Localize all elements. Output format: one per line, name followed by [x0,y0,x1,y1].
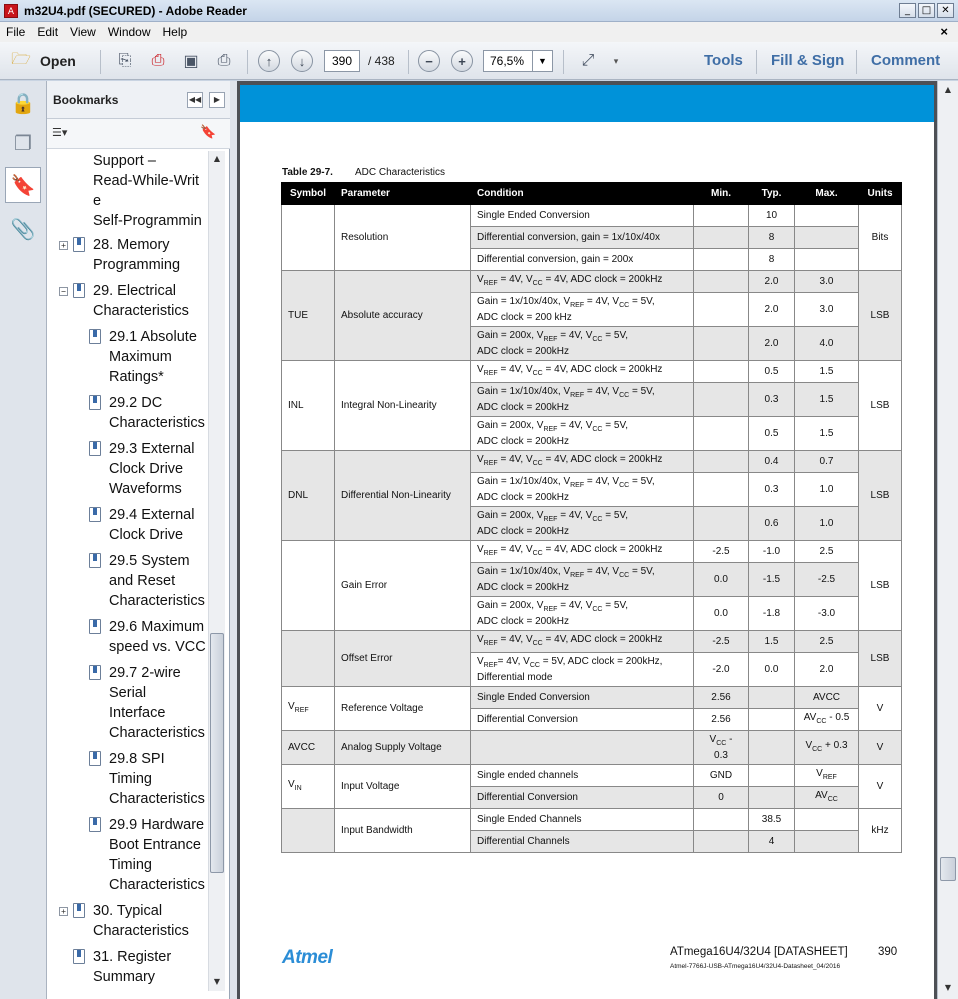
panel-splitter[interactable] [230,81,237,999]
bookmark-icon [89,619,101,634]
bookmark-label: 30. Typical [93,903,163,919]
pdf-icon: A [4,4,18,18]
next-page-button[interactable] [291,48,313,74]
bookmark-label: Summary [93,969,156,985]
table-row: Gain = 1x/10x/40x, $V_{REF} = 4V$, $V_{CC} = 5V$, ADC clock = 200 kHz 2.0 3.0 [282,293,902,327]
table-row: DNL Differential Non-Linearity $V_{REF} = 4V$, $V_{CC} = 4V$, ADC clock = 200kHz 0.4 0.7 LSB [282,451,902,473]
export-icon: ⎙ [151,52,165,69]
bookmarks-panel [47,81,230,999]
bookmark-label: Self-Programmin [93,213,202,229]
bookmark-icon [73,903,85,918]
bookmark-options-icon[interactable]: ☰▾ [52,126,68,139]
table-row: Gain = 200x, $V_{REF} = 4V$, $V_{CC} = 5V$, ADC clock = 200kHz 0.6 1.0 [282,507,902,541]
bookmark-label: Ratings* [109,369,164,385]
table-row: Differential conversion, gain = 1x/10x/40x 8 [282,227,902,249]
close-window-button[interactable]: ✕ [937,3,954,18]
comment-tab[interactable]: Comment [871,52,941,69]
table-row: $V_{REF}$ Reference Voltage Single Ended Conversion 2.56 AVCC V [282,687,902,709]
bookmark-label: Clock Drive [109,461,184,477]
atmel-logo: Atmel [282,947,333,968]
bookmark-label: Read-While-Writ [93,173,200,189]
footer-document-title: ATmega16U4/32U4 [DATASHEET] [670,946,848,958]
table-row: $V_{REF}= 4V$, $V_{CC} = 5V$, ADC clock = 200kHz, Differential mode -2.0 0.0 2.0 [282,653,902,687]
bookmark-icon [89,507,101,522]
bookmark-label: Support – [93,153,156,169]
expand-icon[interactable]: + [59,907,68,916]
table-row: Gain Error $V_{REF} = 4V$, $V_{CC} = 4V$, ADC clock = 200kHz -2.5 -1.0 2.5 LSB [282,541,902,563]
bookmark-icon [89,817,101,832]
bookmark-label: 29.5 System [109,553,190,569]
bookmark-icon [89,441,101,456]
page-total-label: / 438 [368,54,395,68]
maximize-button[interactable]: □ [918,3,935,18]
bookmark-item[interactable] [109,505,194,545]
lock-icon[interactable]: 🔒 [10,91,36,115]
bookmark-item[interactable] [93,901,189,941]
bookmark-icon[interactable]: 🔖 [5,167,41,203]
minimize-button[interactable]: _ [899,3,916,18]
bookmark-item[interactable] [109,617,206,657]
folder-icon: 🗁 [11,50,31,68]
bookmark-label: 29.9 Hardware [109,817,205,833]
bookmark-label: Timing [109,771,152,787]
bookmark-label: Timing [109,857,152,873]
bookmark-icon [89,553,101,568]
table-row: AVCC Analog Supply Voltage $V_{CC}$ - 0.3 $V_{CC} + 0.3$ V [282,731,902,765]
toolbar [0,42,958,80]
collapse-panel-icon[interactable]: ◀◀ [187,92,203,108]
bookmark-label: 29.7 2-wire [109,665,181,681]
header-symbol: Symbol [282,183,335,205]
bookmarks-scrollbar[interactable] [208,151,225,991]
arrow-up-icon: ↑ [258,50,280,72]
collapse-icon[interactable]: − [59,287,68,296]
menu-file[interactable]: File [6,25,26,39]
bookmark-item[interactable] [109,815,205,895]
tools-tab[interactable]: Tools [704,52,743,69]
bookmark-label: Maximum [109,349,172,365]
menu-edit[interactable]: Edit [37,25,59,39]
bookmark-item[interactable] [93,235,180,275]
bookmark-label: Characteristics [93,923,189,939]
table-row: Gain = 1x/10x/40x, $V_{REF} = 4V$, $V_{CC} = 5V$, ADC clock = 200kHz 0.3 1.5 [282,383,902,417]
page-number-input[interactable]: 390 [324,50,360,72]
document-viewport [237,81,937,999]
bookmark-icon [89,751,101,766]
create-pdf-button[interactable] [112,48,138,74]
bookmark-label: Characteristics [109,791,205,807]
zoom-input[interactable]: 76,5% [483,50,533,72]
plus-icon: + [451,50,473,72]
bookmark-label: Interface [109,705,166,721]
table-row: Gain = 200x, $V_{REF} = 4V$, $V_{CC} = 5V$, ADC clock = 200kHz 0.0 -1.8 -3.0 [282,597,902,631]
bookmark-icon [89,395,101,410]
table-caption: Table 29-7. ADC Characteristics [282,167,445,178]
bookmark-label: e [93,193,102,209]
bookmark-label: Characteristics [109,593,205,609]
adc-characteristics-table [281,182,902,853]
header-parameter: Parameter [335,183,471,205]
bookmark-label: Programming [93,257,181,273]
bookmark-label: 28. Memory [93,237,170,253]
pdf-page [240,85,934,999]
bookmark-item[interactable] [93,947,171,987]
header-typ: Typ. [749,183,795,205]
scroll-down-icon[interactable]: ▼ [944,983,952,992]
bookmark-label: 29.2 DC [109,395,163,411]
zoom-dropdown-chevron-icon[interactable]: ▼ [533,50,553,72]
previous-page-button[interactable] [258,48,280,74]
bookmarks-scroll-thumb[interactable] [210,633,224,873]
bookmark-label: 31. Register [93,949,172,965]
bookmark-item[interactable] [109,393,205,433]
table-row: $V_{IN}$ Input Voltage Single ended channels GND $V_{REF}$ V [282,765,902,787]
fill-sign-tab[interactable]: Fill & Sign [771,52,845,69]
bookmark-item[interactable] [93,151,202,231]
bookmark-label: 29.3 External [109,441,195,457]
bookmark-label: Characteristics [109,877,205,893]
bookmark-label: Waveforms [109,481,182,497]
bookmark-label: 29.4 External [109,507,195,523]
table-row: Differential conversion, gain = 200x 8 [282,249,902,271]
bookmark-label: and Reset [109,573,176,589]
bookmark-item[interactable] [93,281,189,321]
bookmark-item[interactable] [109,439,194,499]
printer-icon: ⎙ [217,52,231,69]
bookmark-icon [73,283,85,298]
expand-icon[interactable]: + [59,241,68,250]
bookmark-icon [73,949,85,964]
bookmarks-title: Bookmarks [53,93,119,107]
zoom-in-button[interactable] [451,48,473,74]
bookmark-label: 29.8 SPI [109,751,165,767]
minus-icon: − [418,50,440,72]
bookmark-label: Characteristics [109,415,205,431]
bookmark-label: 29. Electrical [93,283,177,299]
bookmark-label: Characteristics [109,725,205,741]
zoom-out-button[interactable] [418,48,440,74]
close-document-icon[interactable]: × [940,24,948,39]
menu-view[interactable]: View [70,25,96,39]
bookmark-icon [89,665,101,680]
chevron-right-icon[interactable]: ▶ [209,92,225,108]
bookmark-label: Serial [109,685,147,701]
create-pdf-icon: ⎘ [118,52,132,69]
table-row: INL Integral Non-Linearity $V_{REF} = 4V$, $V_{CC} = 4V$, ADC clock = 200kHz 0.5 1.5 LSB [282,361,902,383]
arrow-down-icon: ↓ [291,50,313,72]
bookmark-list [47,151,208,991]
table-row: Gain = 1x/10x/40x, $V_{REF} = 4V$, $V_{CC} = 5V$, ADC clock = 200kHz 0.3 1.0 [282,473,902,507]
bookmark-label: 29.6 Maximum [109,619,205,635]
header-max: Max. [795,183,859,205]
footer-page-number: 390 [878,946,898,958]
title-bar [0,0,958,22]
save-button[interactable] [178,48,204,74]
export-pdf-button[interactable] [145,48,171,74]
page-header-banner [240,85,934,122]
print-button[interactable] [211,48,237,74]
bookmark-label: speed vs. VCC [109,639,206,655]
bookmark-item[interactable] [109,551,205,611]
table-row: Differential Conversion 0 $AV_{CC}$ [282,787,902,809]
scroll-up-icon[interactable]: ▲ [213,154,221,163]
document-scroll-thumb[interactable] [940,857,956,881]
bookmark-icon [89,329,101,344]
new-bookmark-icon[interactable]: 🔖 [200,125,217,140]
table-row: Differential Channels 4 [282,831,902,853]
table-row: Gain = 1x/10x/40x, $V_{REF} = 4V$, $V_{CC} = 5V$, ADC clock = 200kHz 0.0 -1.5 -2.5 [282,563,902,597]
table-row: Input Bandwidth Single Ended Channels 38.5 kHz [282,809,902,831]
save-icon: ▣ [183,53,199,70]
table-row: Resolution Single Ended Conversion 10 Bits [282,205,902,227]
menu-window[interactable]: Window [107,25,151,39]
paperclip-icon[interactable]: 📎 [10,217,36,241]
header-units: Units [859,183,902,205]
expand-icon: ⤢ [581,52,595,69]
bookmark-item[interactable] [109,327,197,387]
fit-page-button[interactable] [575,48,601,74]
menu-help[interactable]: Help [162,25,188,39]
table-row: Gain = 200x, $V_{REF} = 4V$, $V_{CC} = 5V$, ADC clock = 200kHz 0.5 1.5 [282,417,902,451]
table-row: Offset Error $V_{REF} = 4V$, $V_{CC} = 4V$, ADC clock = 200kHz -2.5 1.5 2.5 LSB [282,631,902,653]
bookmark-label: Boot Entrance [109,837,201,853]
header-condition: Condition [471,183,694,205]
page-thumbnails-icon[interactable]: ❐ [14,131,32,155]
document-scrollbar[interactable] [937,81,958,999]
window-title: m32U4.pdf (SECURED) - Adobe Reader [24,3,247,18]
bookmark-label: Clock Drive [109,527,184,543]
scroll-down-icon[interactable]: ▼ [213,977,221,986]
table-row: TUE Absolute accuracy $V_{REF} = 4V$, $V_{CC} = 4V$, ADC clock = 200kHz 2.0 3.0 LSB [282,271,902,293]
header-min: Min. [694,183,749,205]
scroll-up-icon[interactable]: ▲ [944,85,952,94]
bookmark-icon [73,237,85,252]
table-row: Differential Conversion 2.56 $AV_{CC} - 0.5$ [282,709,902,731]
bookmark-item[interactable] [109,749,205,809]
bookmark-label: Characteristics [93,303,189,319]
bookmark-item[interactable] [109,663,205,743]
more-tools-chevron-icon[interactable]: ▾ [613,55,619,66]
open-button[interactable]: 🗁 Open [8,48,84,74]
menu-bar [0,22,958,42]
bookmark-label: 29.1 Absolute [109,329,197,345]
table-row: Gain = 200x, $V_{REF} = 4V$, $V_{CC} = 5V$, ADC clock = 200kHz 2.0 4.0 [282,327,902,361]
footer-document-id: Atmel-7766J-USB-ATmega16U4/32U4-Datasheet_04/2016 [670,963,841,970]
navigation-rail [0,81,47,999]
